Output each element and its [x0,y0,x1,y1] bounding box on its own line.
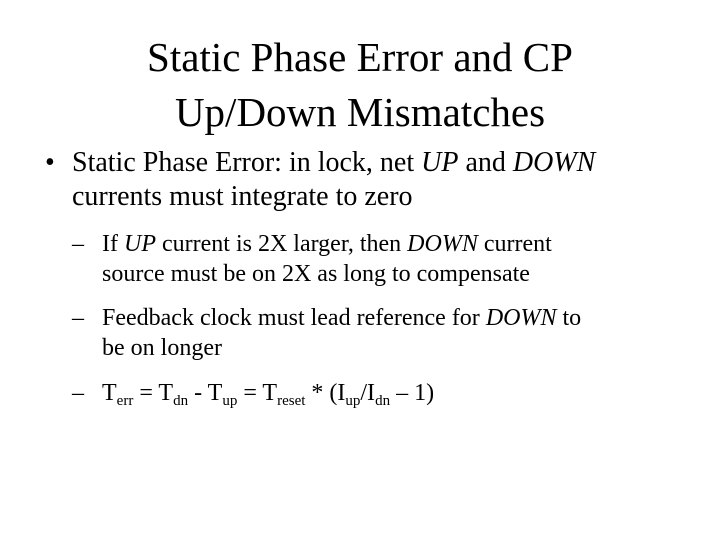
subbullet-equation [72,378,692,408]
sub1-pre: If [102,231,124,257]
eq-sub-dn2: dn [375,393,391,409]
subbullet-text [102,303,692,363]
bullet-static-phase-error [45,146,695,214]
sub2-line2: be on longer [102,335,222,361]
eq-sub-up2: up [345,393,361,409]
bullet-text [72,146,695,214]
slide-title [0,30,720,140]
sub1-up: UP [123,231,156,257]
subbullet-up-current [72,229,692,289]
eq-minus: - T [188,380,223,406]
sub1-mid: current is 2X larger, then [155,231,408,257]
eq-star: * (I [305,380,346,406]
eq-t: T [102,380,117,406]
sub2-down: DOWN [485,305,557,331]
eq-end: – 1) [390,380,435,406]
bullet-text-down: DOWN [512,147,596,178]
subbullet-marker: – [72,305,84,331]
sub1-down: DOWN [407,231,478,257]
eq-sub-up: up [222,393,238,409]
eq-eq2: = T [237,380,278,406]
sub2-pre: Feedback clock must lead reference for [102,305,486,331]
sub2-post: to [556,305,582,331]
sub1-line2: source must be on 2X as long to compensate [102,261,530,287]
eq-slash: /I [360,380,376,406]
eq-sub-reset: reset [277,393,306,409]
eq-sub-dn: dn [173,393,189,409]
title-line-1: Static Phase Error and CP [147,34,573,80]
sub1-post: current [477,231,552,257]
eq-sub-err: err [116,393,134,409]
bullet-text-and: and [458,147,513,178]
bullet-text-part1: Static Phase Error: in lock, net [72,147,422,178]
bullet-text-up: UP [421,147,459,178]
bullet-marker: • [45,147,55,178]
subbullet-feedback-clock [72,303,692,363]
subbullet-marker: – [72,231,84,257]
bullet-text-part2: currents must integrate to zero [72,181,413,212]
subbullet-text [102,229,692,289]
subbullet-marker: – [72,380,84,406]
eq-eq1: = T [133,380,174,406]
title-line-2: Up/Down Mismatches [174,89,546,135]
equation-text [102,378,692,408]
